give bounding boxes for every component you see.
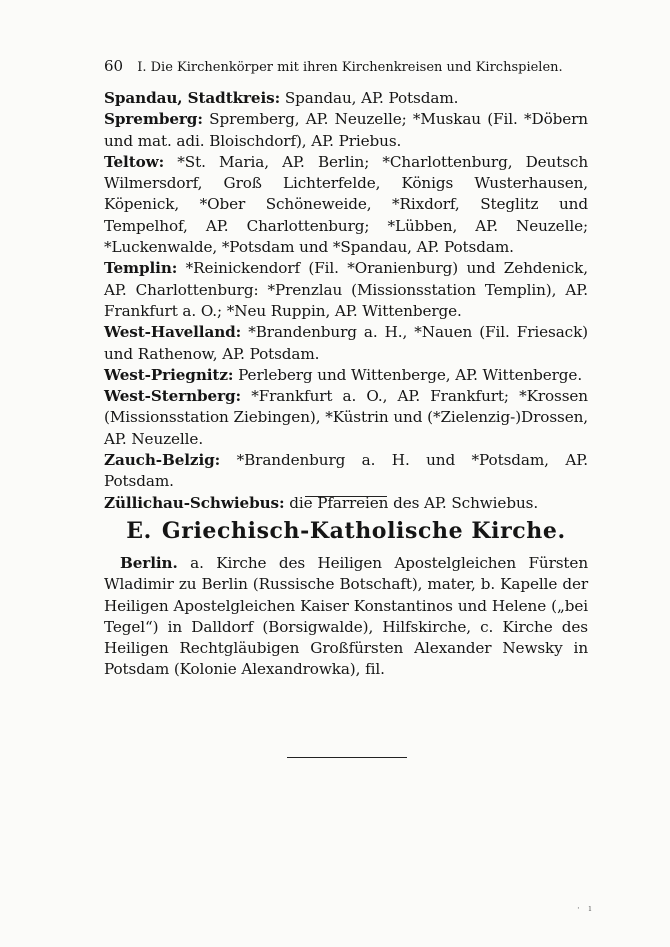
district-text: Spremberg, AP. Neuzelle; *Muskau (Fil. *Döbern und mat. adi. Bloischdorf), AP. Priebus. bbox=[104, 110, 588, 150]
district-name: West-Sternberg: bbox=[104, 387, 242, 406]
end-divider bbox=[287, 757, 407, 758]
berlin-name: Berlin. bbox=[120, 554, 178, 572]
district-name: Teltow: bbox=[104, 152, 165, 171]
running-title: I. Die Kirchenkörper mit ihren Kirchenkreisen und Kirchspielen. bbox=[137, 60, 563, 75]
district-entry bbox=[104, 450, 588, 493]
section-letter: E. bbox=[126, 518, 152, 544]
running-header bbox=[104, 57, 574, 75]
district-list bbox=[104, 88, 588, 514]
district-entry bbox=[104, 258, 588, 322]
district-entry bbox=[104, 152, 588, 258]
district-name: West-Havelland: bbox=[104, 323, 242, 342]
district-name: Spandau, Stadtkreis: bbox=[104, 89, 281, 107]
section-divider bbox=[305, 496, 387, 497]
district-entry bbox=[104, 386, 588, 450]
district-entry bbox=[104, 88, 588, 109]
section-title: Griechisch-Katholische Kirche. bbox=[161, 518, 566, 544]
district-name: Zauch-Belzig: bbox=[104, 451, 221, 470]
section-heading bbox=[104, 518, 588, 544]
district-text: *Frankfurt a. O., AP. Frankfurt; *Krossen (Missionsstation Ziebingen), *Küstrin und (*Zielenzig-)Drossen, AP. Neuzelle. bbox=[104, 387, 588, 448]
page-number: 60 bbox=[104, 57, 124, 75]
berlin-text: a. Kirche des Heiligen Apostelgleichen Fürsten Wladimir zu Berlin (Russische Botschaft), mater, b. Kapelle der Heiligen Apostelgleichen Kaiser Konstantinos und Helene („bei Tegel“) in Dalldorf (Borsigwalde), Hilfskirche, c. Kirche des Heiligen Rechtgläubigen Großfürsten Alexander Newsky in Potsdam (Kolonie Alexandrowka), fil. bbox=[104, 554, 588, 679]
scan-specks: · ı bbox=[577, 904, 592, 914]
district-name: West-Priegnitz: bbox=[104, 365, 234, 384]
district-text: *St. Maria, AP. Berlin; *Charlottenburg, Deutsch Wilmersdorf, Groß Lichterfelde, Königs Wusterhausen, Köpenick, *Ober Schöneweide, *Rixdorf, Steglitz und Tempelhof, AP. Charlottenburg; *Lübben, AP. Neuzelle; *Luckenwalde, *Potsdam und *Spandau, AP. Potsdam. bbox=[104, 152, 589, 257]
district-entry bbox=[104, 322, 588, 365]
district-entry bbox=[104, 365, 588, 386]
district-name: Templin: bbox=[104, 259, 178, 278]
district-text: *Brandenburg a. H., *Nauen (Fil. Friesack) und Rathenow, AP. Potsdam. bbox=[104, 323, 588, 363]
district-text: *Brandenburg a. H. und *Potsdam, AP. Potsdam. bbox=[104, 451, 588, 491]
district-text: *Reinickendorf (Fil. *Oranienburg) und Zehdenick, AP. Charlottenburg: *Prenzlau (Missionsstation Templin), AP. Frankfurt a. O.; *Neu Ruppin, AP. Wittenberge. bbox=[104, 259, 588, 320]
berlin-entry bbox=[104, 553, 588, 681]
district-name: Spremberg: bbox=[104, 110, 203, 129]
district-name: Züllichau-Schwiebus: bbox=[104, 493, 285, 512]
district-text: Spandau, AP. Potsdam. bbox=[284, 89, 459, 107]
district-text: Perleberg und Wittenberge, AP. Wittenberge. bbox=[238, 365, 583, 384]
district-entry bbox=[104, 109, 588, 152]
district-text: die Pfarreien des AP. Schwiebus. bbox=[289, 493, 539, 512]
